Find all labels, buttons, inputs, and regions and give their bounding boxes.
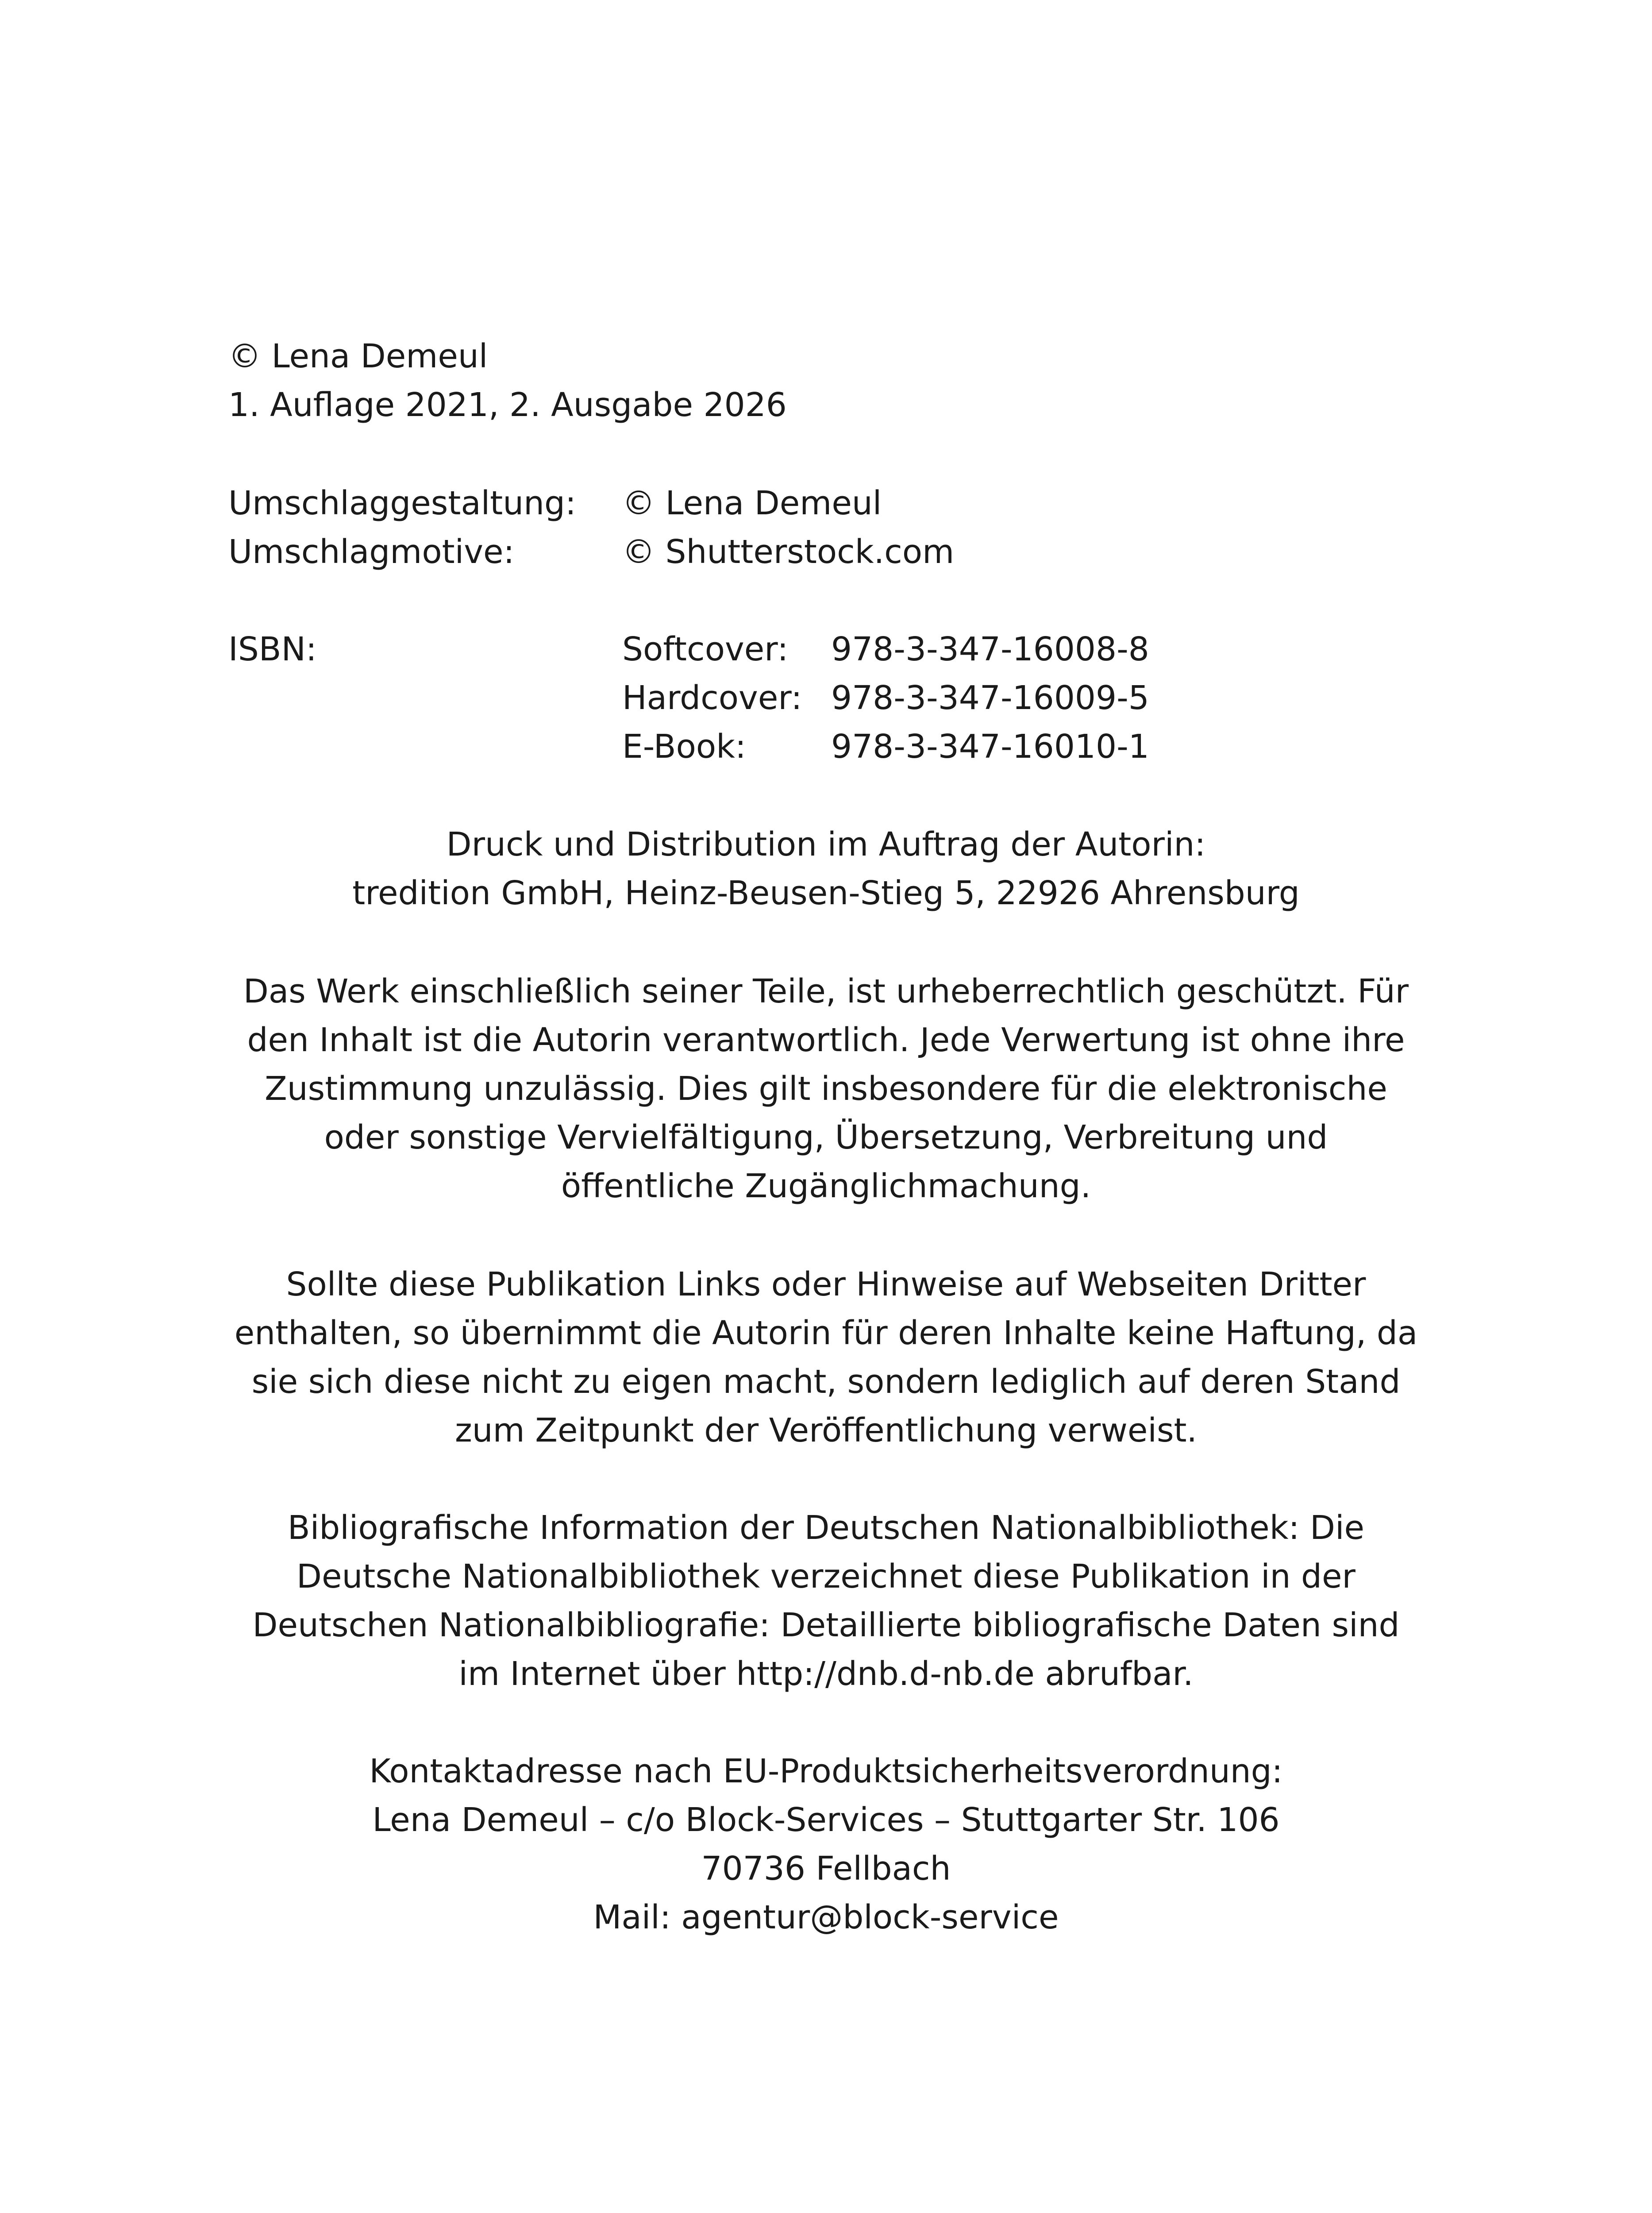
- contact-line: Mail: agentur@block-service: [593, 1898, 1059, 1936]
- bibliographic-notice-line: im Internet über http://dnb.d-nb.de abrufbar.: [458, 1655, 1194, 1693]
- rights-notice-line: Zustimmung unzulässig. Dies gilt insbesondere für die elektronische: [265, 1070, 1387, 1108]
- cover-design-value: © Lena Demeul: [622, 484, 882, 522]
- isbn-format-ebook: E-Book:: [622, 728, 746, 766]
- distribution-line: Druck und Distribution im Auftrag der Autorin:: [446, 825, 1206, 864]
- rights-notice-line: den Inhalt ist die Autorin verantwortlich. Jede Verwertung ist ohne ihre: [247, 1021, 1405, 1059]
- links-notice-line: sie sich diese nicht zu eigen macht, sondern lediglich auf deren Stand: [251, 1363, 1401, 1401]
- isbn-label: ISBN:: [228, 630, 317, 668]
- rights-notice-line: oder sonstige Vervielfältigung, Übersetzung, Verbreitung und: [324, 1118, 1328, 1157]
- cover-design-label: Umschlaggestaltung:: [228, 484, 576, 522]
- rights-notice-line: öffentliche Zugänglichmachung.: [561, 1167, 1091, 1205]
- edition-info: 1. Auflage 2021, 2. Ausgabe 2026: [228, 386, 787, 424]
- isbn-number-ebook: 978-3-347-16010-1: [831, 728, 1149, 766]
- contact-line: 70736 Fellbach: [701, 1850, 951, 1888]
- isbn-format-softcover: Softcover:: [622, 630, 789, 668]
- contact-line: Lena Demeul – c/o Block-Services – Stuttgarter Str. 106: [372, 1801, 1280, 1839]
- contact-line: Kontaktadresse nach EU-Produktsicherheitsverordnung:: [369, 1752, 1283, 1790]
- isbn-number-hardcover: 978-3-347-16009-5: [831, 679, 1149, 717]
- cover-motif-value: © Shutterstock.com: [622, 533, 955, 571]
- links-notice-line: enthalten, so übernimmt die Autorin für deren Inhalte keine Haftung, da: [234, 1314, 1418, 1352]
- bibliographic-notice-line: Bibliografische Information der Deutschen Nationalbibliothek: Die: [287, 1509, 1365, 1547]
- bibliographic-notice-line: Deutsche Nationalbibliothek verzeichnet diese Publikation in der: [297, 1558, 1355, 1596]
- distribution-line: tredition GmbH, Heinz-Beusen-Stieg 5, 22926 Ahrensburg: [352, 874, 1300, 912]
- cover-motif-label: Umschlagmotive:: [228, 533, 515, 571]
- links-notice-line: zum Zeitpunkt der Veröffentlichung verweist.: [454, 1411, 1198, 1450]
- rights-notice-line: Das Werk einschließlich seiner Teile, ist urheberrechtlich geschützt. Für: [243, 972, 1409, 1010]
- bibliographic-notice-line: Deutschen Nationalbibliografie: Detaillierte bibliografische Daten sind: [252, 1606, 1400, 1644]
- isbn-number-softcover: 978-3-347-16008-8: [831, 630, 1149, 668]
- links-notice-line: Sollte diese Publikation Links oder Hinweise auf Webseiten Dritter: [286, 1265, 1366, 1303]
- copyright-owner: © Lena Demeul: [228, 337, 488, 375]
- isbn-format-hardcover: Hardcover:: [622, 679, 802, 717]
